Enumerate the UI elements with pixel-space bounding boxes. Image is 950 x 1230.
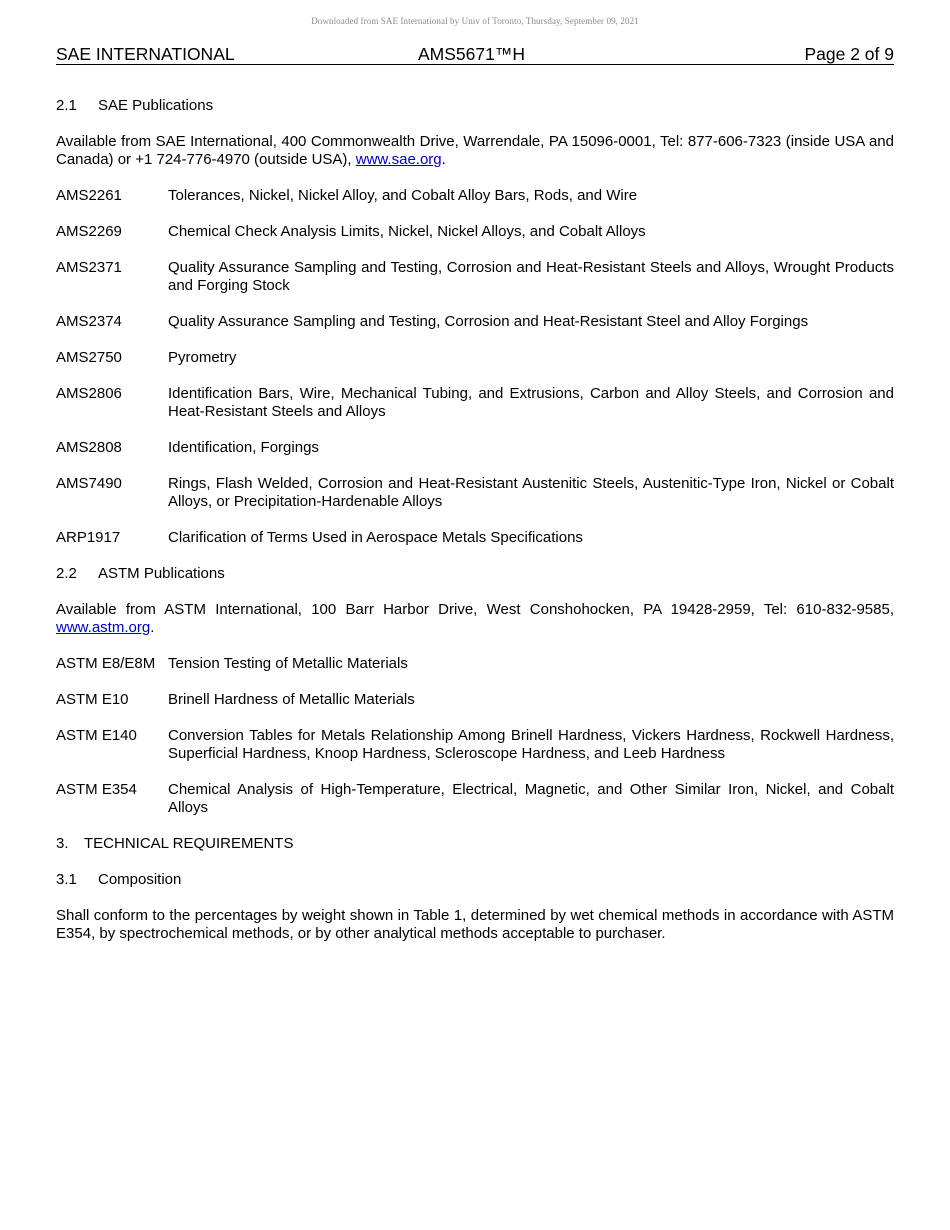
reference-item [56,781,894,817]
section-number: 3. [56,835,69,852]
reference-item [56,655,894,673]
reference-title: Identification Bars, Wire, Mechanical Tubing, and Extrusions, Carbon and Alloy Steels, and Corrosion and Heat-Resistant Steels and Alloys [168,385,894,420]
section-title: SAE Publications [98,97,214,114]
reference-code: ASTM E8/E8M [56,655,156,672]
reference-item [56,349,894,367]
sae-availability-paragraph: Available from SAE International, 400 Commonwealth Drive, Warrendale, PA 15096-0001, Tel: 877-606-7323 (inside USA and Canada) or +1 724-776-4970 (outside USA), www.sae.org. [56,133,894,168]
reference-title: Pyrometry [168,349,237,366]
reference-item [56,259,894,295]
reference-code: AMS2806 [56,385,122,402]
reference-code: AMS2261 [56,187,122,204]
section-heading-sae-publications [56,97,894,115]
section-heading-astm-publications [56,565,894,583]
reference-code: AMS2808 [56,439,122,456]
astm-website-link[interactable]: www.astm.org [56,619,151,636]
reference-title: Quality Assurance Sampling and Testing, Corrosion and Heat-Resistant Steel and Alloy Forgings [168,313,809,330]
reference-item [56,529,894,547]
reference-title: Chemical Analysis of High-Temperature, Electrical, Magnetic, and Other Similar Iron, Nickel, and Cobalt Alloys [168,781,894,816]
reference-code: ASTM E140 [56,727,137,744]
reference-title: Chemical Check Analysis Limits, Nickel, Nickel Alloys, and Cobalt Alloys [168,223,646,240]
reference-title: Tolerances, Nickel, Nickel Alloy, and Cobalt Alloy Bars, Rods, and Wire [168,187,638,204]
sae-website-link[interactable]: www.sae.org [355,151,442,168]
availability-text: Available from ASTM International, 100 Barr Harbor Drive, West Conshohocken, PA 19428-2959, Tel: 610-832-9585, [56,601,894,618]
reference-code: AMS2269 [56,223,122,240]
reference-item [56,313,894,331]
astm-availability-paragraph: Available from ASTM International, 100 Barr Harbor Drive, West Conshohocken, PA 19428-2959, Tel: 610-832-9585, www.astm.org. [56,601,894,636]
reference-title: Quality Assurance Sampling and Testing, Corrosion and Heat-Resistant Steels and Alloys, Wrought Products and Forging Stock [168,259,894,294]
section-heading-composition [56,871,894,889]
header-page-number: Page 2 of 9 [804,44,894,64]
composition-paragraph: Shall conform to the percentages by weight shown in Table 1, determined by wet chemical methods in accordance with ASTM E354, by spectrochemical methods, or by other analytical methods acceptable to purchaser. [56,907,894,942]
reference-code: AMS2371 [56,259,122,276]
reference-title: Conversion Tables for Metals Relationship Among Brinell Hardness, Vickers Hardness, Rockwell Hardness, Superficial Hardness, Knoop Hardness, Scleroscope Hardness, and Leeb Hardness [168,727,894,762]
section-number: 2.2 [56,565,77,582]
reference-item [56,187,894,205]
section-title: TECHNICAL REQUIREMENTS [84,835,294,852]
reference-code: ASTM E354 [56,781,137,798]
reference-code: ARP1917 [56,529,121,546]
reference-title: Brinell Hardness of Metallic Materials [168,691,415,708]
section-title: ASTM Publications [98,565,225,582]
reference-item [56,439,894,457]
section-number: 3.1 [56,871,77,888]
section-heading-technical-requirements [56,835,894,853]
availability-text: Available from SAE International, 400 Commonwealth Drive, Warrendale, PA 15096-0001, Tel: 877-606-7323 (inside USA and Canada) or +1 724-776-4970 (outside USA), [56,133,894,168]
section-number: 2.1 [56,97,77,114]
reference-code: AMS2374 [56,313,122,330]
reference-code: AMS2750 [56,349,122,366]
reference-title: Rings, Flash Welded, Corrosion and Heat-Resistant Austenitic Steels, Austenitic-Type Iron, Nickel or Cobalt Alloys, or Precipitation-Hardenable Alloys [168,475,894,510]
header-document-number: AMS5671™H [418,44,525,64]
reference-item [56,727,894,763]
reference-item [56,475,894,511]
section-title: Composition [98,871,182,888]
document-body [56,97,894,961]
reference-item [56,691,894,709]
page-header [56,44,894,65]
reference-item [56,223,894,241]
reference-code: AMS7490 [56,475,122,492]
header-organization: SAE INTERNATIONAL [56,44,235,64]
reference-code: ASTM E10 [56,691,129,708]
reference-item [56,385,894,421]
download-watermark: Downloaded from SAE International by Univ of Toronto, Thursday, September 09, 2021 [311,16,639,26]
reference-title: Identification, Forgings [168,439,319,456]
reference-title: Clarification of Terms Used in Aerospace Metals Specifications [168,529,583,546]
reference-title: Tension Testing of Metallic Materials [168,655,408,672]
